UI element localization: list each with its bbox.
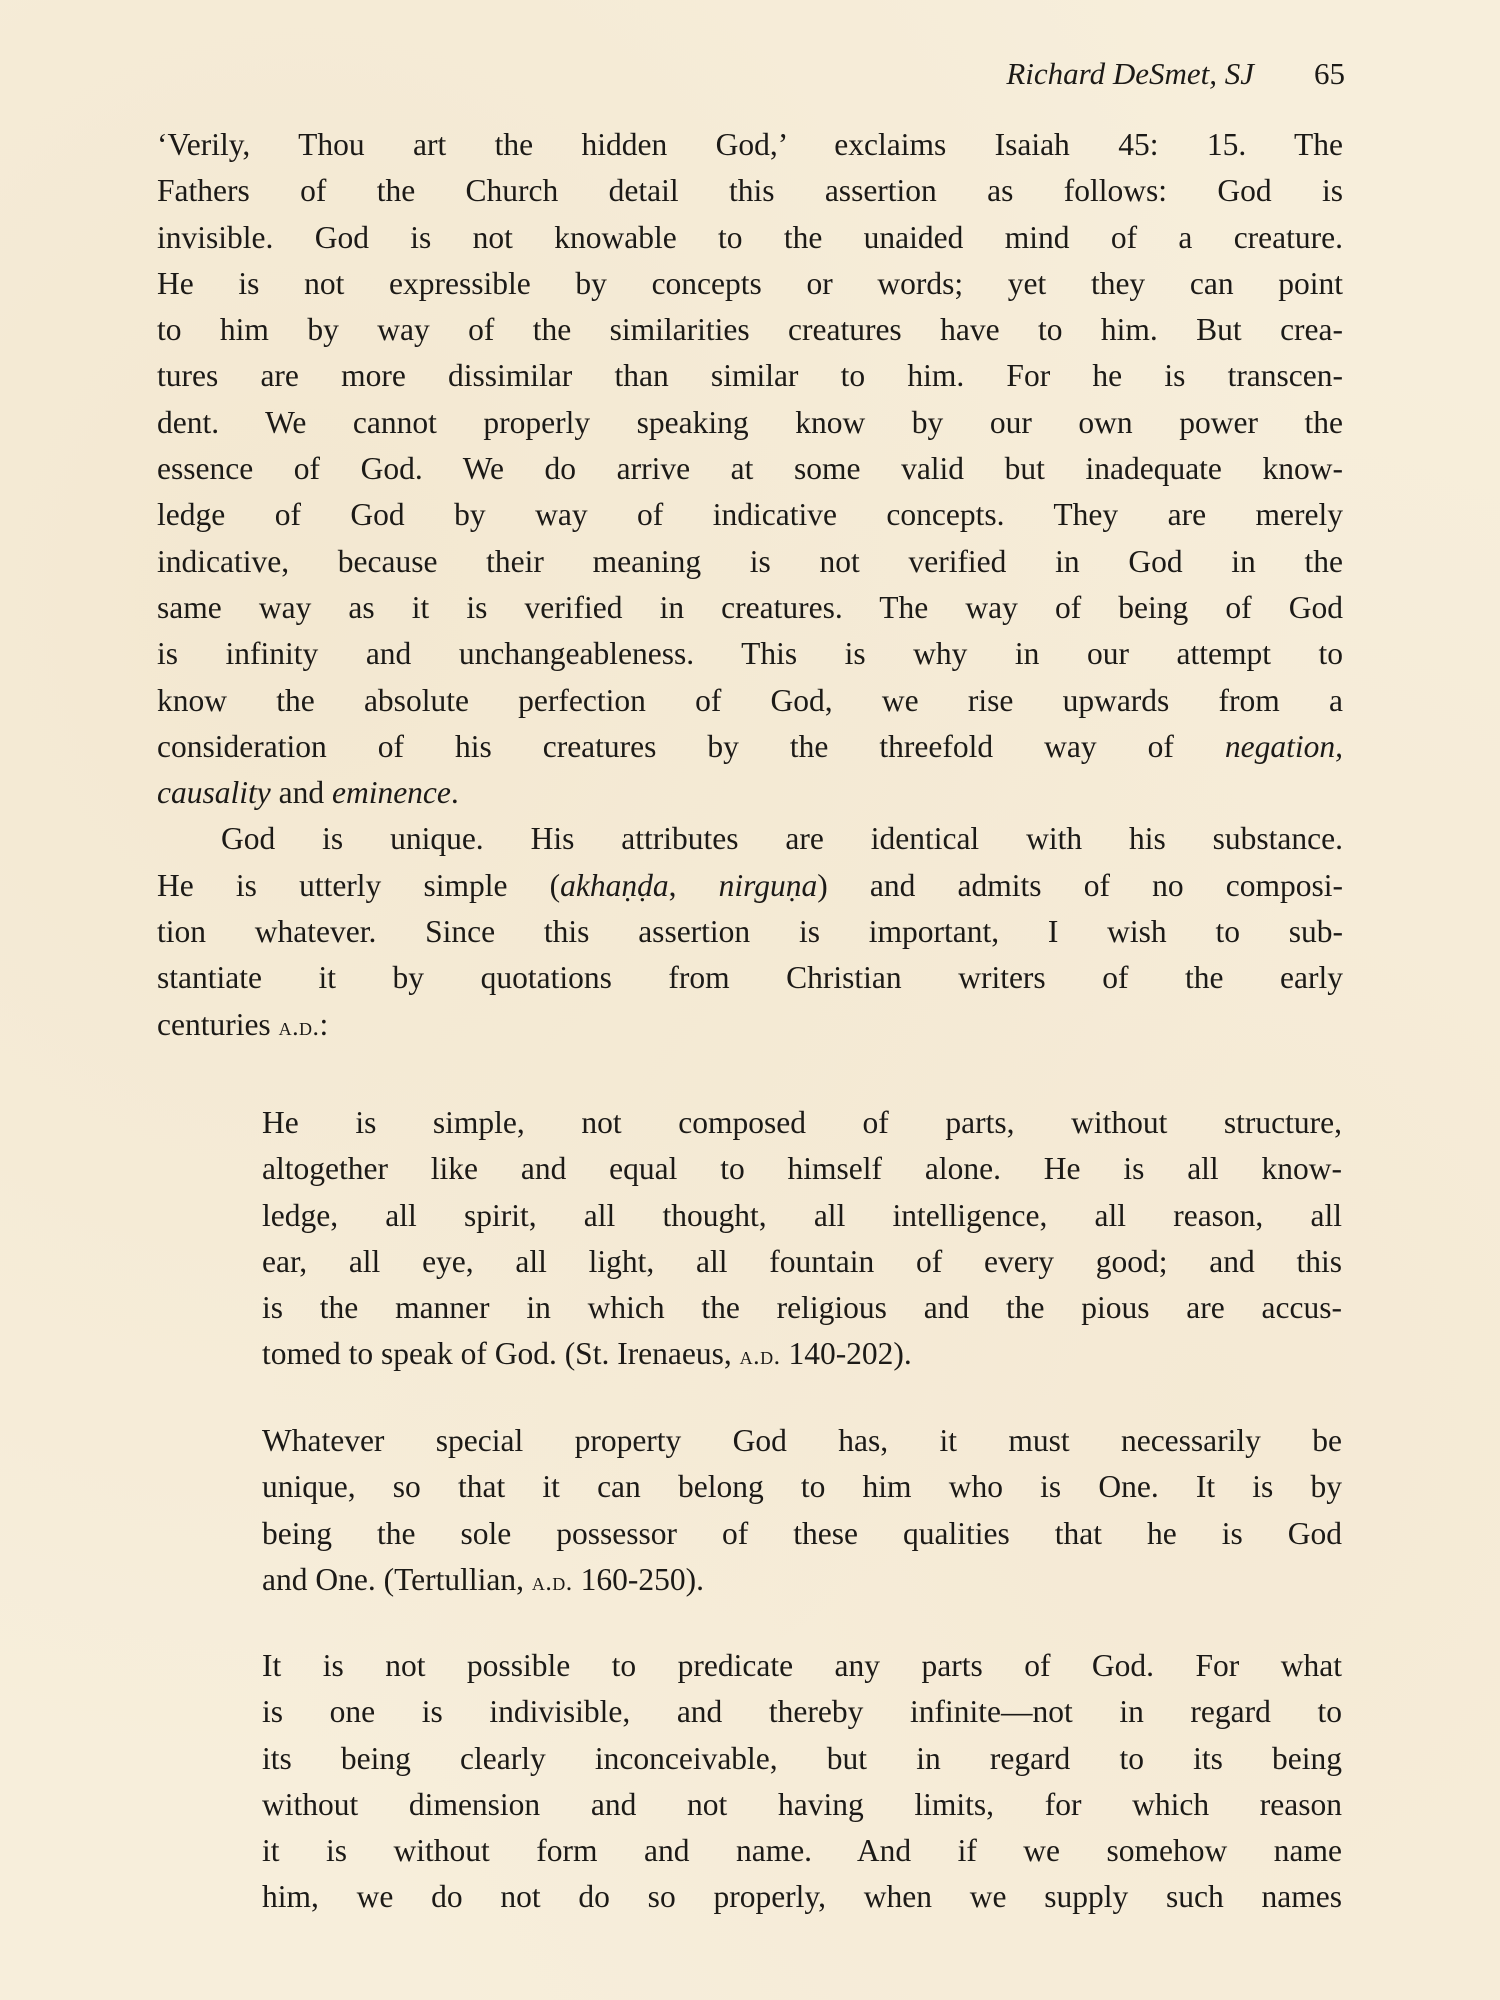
text-line: ear, all eye, all light, all fountain of every good; and this [262, 1243, 1342, 1279]
text-span: He is utterly simple ( [157, 867, 561, 903]
text-line: to him by way of the similarities creatures have to him. But crea- [157, 312, 1343, 348]
citation-dates: 140-202). [780, 1336, 912, 1372]
text-line: its being clearly inconceivable, but in regard to its being [262, 1740, 1342, 1776]
block-quote-parts-of-god [262, 1643, 1342, 1921]
text-span: centuries [157, 1006, 279, 1042]
text-line: Whatever special property God has, it must necessarily be [262, 1423, 1342, 1458]
text-line: invisible. God is not knowable to the unaided mind of a creature. [157, 219, 1343, 255]
quote-text [262, 1418, 1342, 1605]
text-line: indicative, because their meaning is not verified in God in the [157, 543, 1343, 579]
text-line: without dimension and not having limits, for which reason [262, 1786, 1342, 1822]
text-span: and One. (Tertullian, [262, 1561, 532, 1597]
text-line [262, 1557, 1342, 1605]
text-line: is infinity and unchangeableness. This is why in our attempt to [157, 636, 1343, 672]
text-span: ) and admits of no composi- [817, 867, 1343, 903]
quote-text [262, 1100, 1342, 1380]
sanskrit-term-nirguna: nirguṇa [718, 867, 818, 903]
era-abbreviation: a.d. [739, 1341, 781, 1371]
paragraph-god-unique [157, 816, 1343, 1049]
running-head [0, 54, 1345, 94]
italic-term-negation: negation, [1224, 728, 1343, 764]
running-head-author: Richard DeSmet, SJ [1006, 56, 1254, 91]
text-line: is the manner in which the religious and the pious are accus- [262, 1290, 1342, 1326]
text-line: God is unique. His attributes are identical with his substance. [221, 821, 1343, 857]
sanskrit-term-akhanda: akhaṇḍa [560, 867, 669, 903]
era-abbreviation: a.d. [278, 1011, 320, 1041]
text-line: is one is indivisible, and thereby infinite—not in regard to [262, 1694, 1342, 1730]
quote-text [262, 1643, 1342, 1921]
text-span: . [450, 775, 459, 811]
text-line: It is not possible to predicate any parts of God. For what [262, 1648, 1342, 1683]
text-line: tion whatever. Since this assertion is important, I wish to sub- [157, 914, 1343, 950]
text-span: : [319, 1006, 329, 1042]
text-line: him, we do not do so properly, when we supply such names [262, 1879, 1342, 1915]
text-line: tures are more dissimilar than similar to him. For he is transcen- [157, 358, 1343, 394]
text-line: He is not expressible by concepts or words; yet they can point [157, 265, 1343, 301]
text-line: ledge, all spirit, all thought, all intelligence, all reason, all [262, 1197, 1342, 1233]
text-span: consideration of his creatures by the threefold way of [157, 728, 1225, 764]
block-quote-irenaeus [262, 1100, 1342, 1380]
block-quote-tertullian [262, 1418, 1342, 1605]
text-span: tomed to speak of God. (St. Irenaeus, [262, 1336, 740, 1372]
text-line [157, 724, 1343, 770]
text-line [157, 770, 1343, 816]
text-line: it is without form and name. And if we somehow name [262, 1833, 1342, 1869]
italic-term-eminence: eminence [331, 775, 451, 811]
text-line [157, 1002, 1343, 1050]
era-abbreviation: a.d. [531, 1566, 573, 1596]
citation-dates: 160-250). [572, 1561, 704, 1597]
text-line: know the absolute perfection of God, we rise upwards from a [157, 682, 1343, 718]
text-line: same way as it is verified in creatures. The way of being of God [157, 589, 1343, 625]
text-line: ledge of God by way of indicative concepts. They are merely [157, 497, 1343, 533]
text-line: ‘Verily, Thou art the hidden God,’ exclaims Isaiah 45: 15. The [157, 127, 1343, 162]
paragraph-hidden-god [157, 122, 1343, 816]
text-line: unique, so that it can belong to him who is One. It is by [262, 1469, 1342, 1505]
text-line: stantiate it by quotations from Christian writers of the early [157, 960, 1343, 996]
text-line: Fathers of the Church detail this assertion as follows: God is [157, 173, 1343, 209]
text-line: He is simple, not composed of parts, without structure, [262, 1105, 1342, 1140]
text-line: essence of God. We do arrive at some valid but inadequate know- [157, 451, 1343, 487]
text-line: altogether like and equal to himself alone. He is all know- [262, 1151, 1342, 1187]
main-text [157, 122, 1343, 1050]
page-number: 65 [1314, 56, 1345, 91]
text-line [262, 1331, 1342, 1379]
text-span: , [668, 867, 719, 903]
text-line: dent. We cannot properly speaking know by our own power the [157, 404, 1343, 440]
text-line [157, 863, 1343, 909]
text-line: being the sole possessor of these qualities that he is God [262, 1515, 1342, 1551]
text-span: and [270, 775, 332, 811]
italic-term-causality: causality [157, 775, 271, 811]
